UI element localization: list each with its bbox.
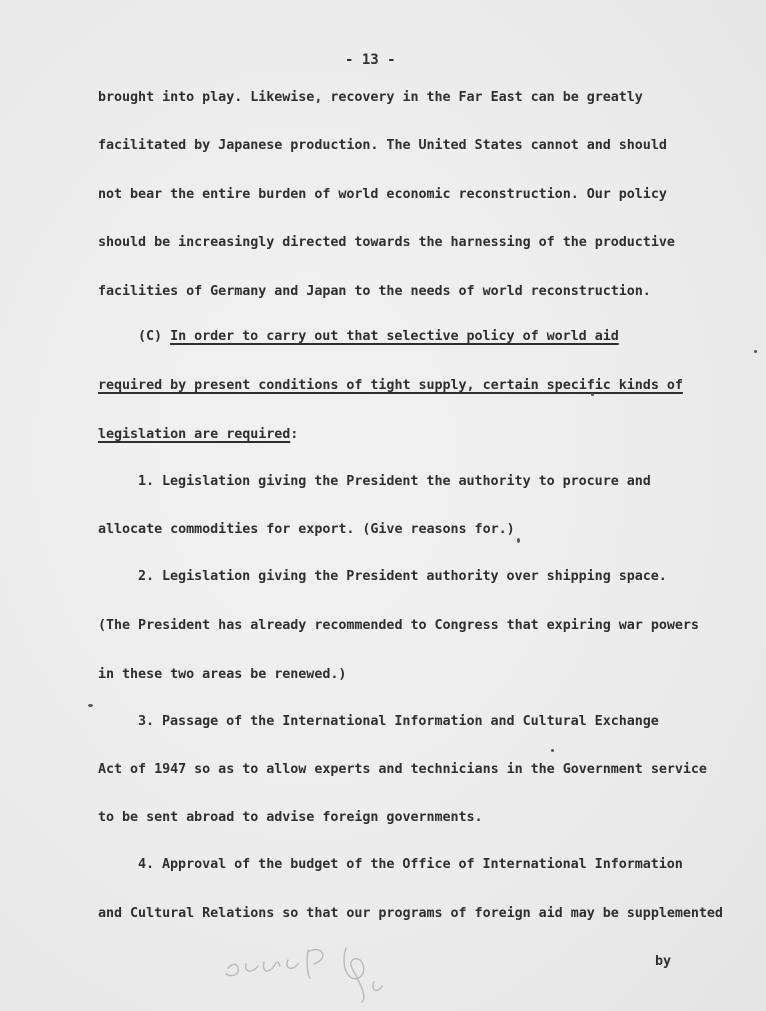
body-line-1: brought into play. Likewise, recovery in the Far East can be greatly bbox=[98, 90, 643, 105]
scan-speck bbox=[591, 393, 594, 396]
body-line-3: not bear the entire burden of world economic reconstruction. Our policy bbox=[98, 187, 667, 202]
body-line-2: facilitated by Japanese production. The United States cannot and should bbox=[98, 138, 667, 153]
scan-speck bbox=[754, 350, 757, 353]
item-2-line-1: 2. Legislation giving the President authority over shipping space. bbox=[138, 569, 667, 584]
page-number: - 13 - bbox=[345, 52, 396, 68]
section-c-label: (C) bbox=[138, 329, 163, 344]
scan-speck bbox=[551, 749, 554, 752]
item-2-line-3: in these two areas be renewed.) bbox=[98, 667, 347, 682]
item-1-line-2: allocate commodities for export. (Give reasons for.) bbox=[98, 522, 515, 537]
body-line-4: should be increasingly directed towards the harnessing of the productive bbox=[98, 235, 675, 250]
section-c-heading-text-3: legislation are required bbox=[98, 427, 291, 442]
item-3-line-1: 3. Passage of the International Information and Cultural Exchange bbox=[138, 714, 659, 729]
scan-speck bbox=[88, 704, 93, 707]
continuation-word: by bbox=[655, 954, 672, 969]
section-c-heading-line-3 bbox=[98, 426, 298, 444]
body-line-5: facilities of Germany and Japan to the needs of world reconstruction. bbox=[98, 284, 651, 299]
handwritten-pencil-note bbox=[218, 938, 398, 1006]
scan-speck bbox=[517, 538, 520, 543]
item-4-line-1: 4. Approval of the budget of the Office of International Information bbox=[138, 857, 683, 872]
item-1-line-1: 1. Legislation giving the President the authority to procure and bbox=[138, 474, 651, 489]
section-c-colon: : bbox=[290, 427, 299, 442]
item-3-line-2: Act of 1947 so as to allow experts and technicians in the Government service bbox=[98, 762, 707, 777]
item-4-line-2: and Cultural Relations so that our programs of foreign aid may be supplemented bbox=[98, 906, 723, 921]
item-3-line-3: to be sent abroad to advise foreign governments. bbox=[98, 810, 483, 825]
item-2-line-2: (The President has already recommended to Congress that expiring war powers bbox=[98, 618, 699, 633]
section-c-heading-text-1: In order to carry out that selective policy of world aid bbox=[170, 329, 619, 344]
section-c-heading-line-2: required by present conditions of tight supply, certain specific kinds of bbox=[98, 378, 683, 393]
section-c-heading-line-1 bbox=[138, 328, 619, 346]
